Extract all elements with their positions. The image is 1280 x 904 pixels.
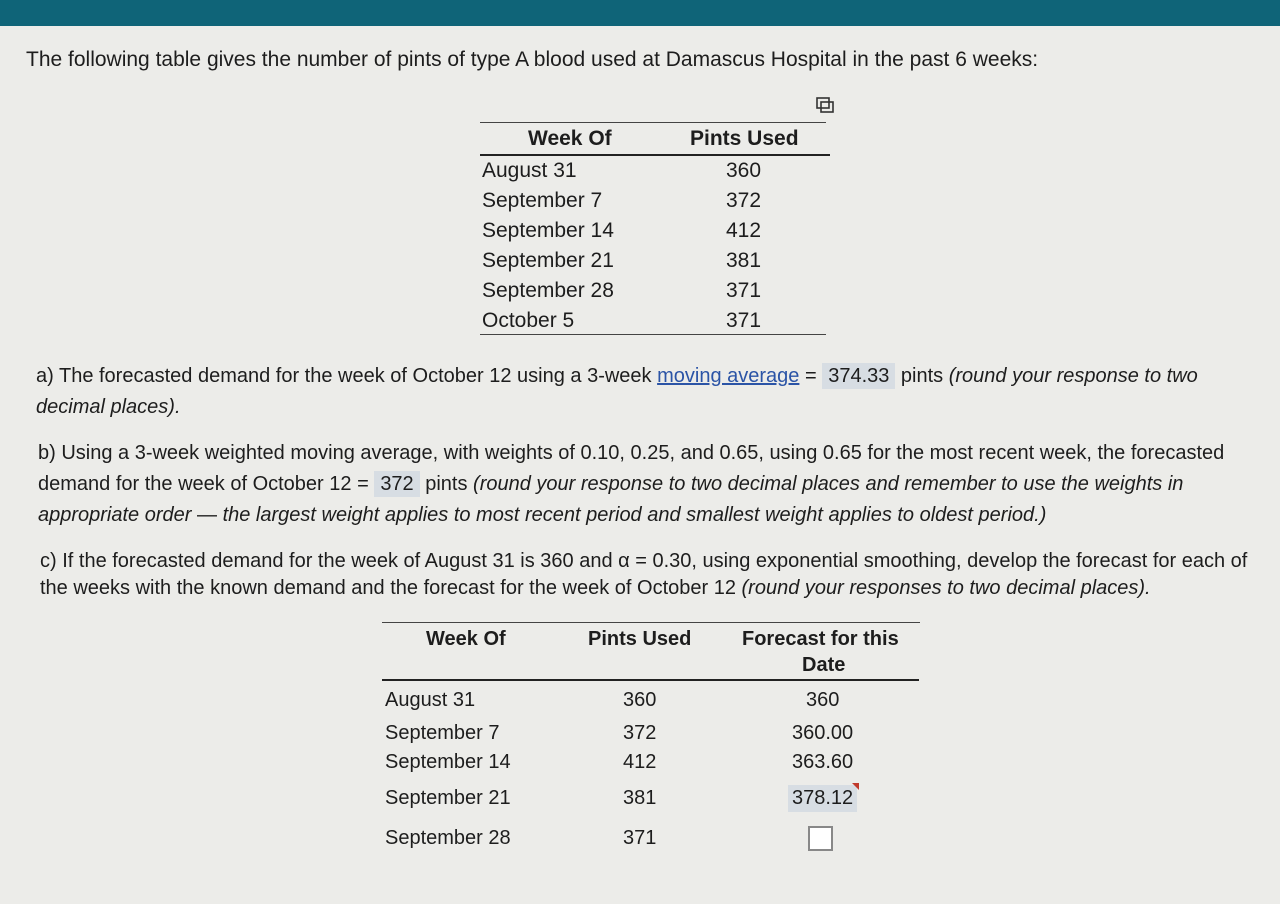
- forecast-cell: 363.60: [792, 751, 854, 773]
- pints-cell: 412: [623, 751, 657, 773]
- table-row: [382, 689, 922, 719]
- forecast-cell: 360: [806, 689, 840, 711]
- week-cell: September 28: [482, 279, 614, 302]
- part-b-note: appropriate order: [38, 504, 192, 526]
- table-row: [382, 751, 922, 781]
- week-cell: September 28: [385, 827, 511, 849]
- pints-unit: pints: [419, 473, 474, 495]
- part-a-note: (round your response to two: [948, 365, 1198, 387]
- pints-cell: 412: [726, 219, 762, 242]
- pints-cell: 360: [726, 159, 762, 182]
- header-week-of: Week Of: [528, 127, 612, 150]
- header-forecast-date: Date: [802, 654, 846, 676]
- part-b-note: the largest weight applies to most recent period and smallest weight applies to oldest period.): [222, 504, 1047, 526]
- pints-cell: 371: [726, 279, 762, 302]
- table-rule: [382, 622, 920, 623]
- header-pints-used: Pints Used: [588, 628, 692, 650]
- week-cell: September 14: [385, 751, 511, 773]
- part-a: [36, 361, 1256, 423]
- week-cell: October 5: [482, 309, 575, 332]
- part-c-text: the weeks with the known demand and the forecast for the week of October 12: [40, 577, 742, 599]
- pints-cell: 381: [726, 249, 762, 272]
- part-b-text: demand for the week of October 12 =: [38, 473, 375, 495]
- table-row: [382, 787, 922, 817]
- table-row: [480, 219, 830, 249]
- em-dash: —: [191, 504, 223, 526]
- table-row: [480, 279, 830, 309]
- forecast-cell: 360.00: [792, 722, 854, 744]
- pints-cell: 381: [623, 787, 657, 809]
- table-row: [480, 249, 830, 279]
- part-b-text: b) Using a 3-week weighted moving average, with weights of 0.10, 0.25, and 0.65, using 0.65 for the most recent week, the forecasted: [38, 442, 1225, 464]
- part-b-answer-field[interactable]: 372: [374, 471, 419, 497]
- part-c-text: c) If the forecasted demand for the week of August 31 is 360 and α = 0.30, using exponential smoothing, develop the forecast for each of: [40, 550, 1248, 572]
- pints-cell: 371: [726, 309, 762, 332]
- forecast-input-sep28[interactable]: [808, 826, 833, 851]
- table-rule: [480, 154, 830, 156]
- table-row: [480, 159, 830, 189]
- top-bar: [0, 0, 1280, 26]
- week-cell: September 21: [385, 787, 511, 809]
- header-pints-used: Pints Used: [690, 127, 799, 150]
- week-cell: September 7: [385, 722, 500, 744]
- week-cell: September 14: [482, 219, 614, 242]
- header-forecast: Forecast for this: [742, 628, 899, 650]
- pints-cell: 371: [623, 827, 657, 849]
- table-header: [480, 127, 830, 155]
- forecast-value: 378.12: [792, 787, 854, 809]
- part-a-answer-field[interactable]: 374.33: [822, 363, 895, 389]
- part-b: [38, 438, 1268, 531]
- table-rule: [480, 122, 826, 123]
- header-week-of: Week Of: [426, 628, 506, 650]
- part-a-note: decimal places).: [36, 396, 181, 418]
- part-c-note: (round your responses to two decimal places).: [741, 577, 1151, 599]
- pints-unit: pints: [895, 365, 949, 387]
- pints-cell: 360: [623, 689, 657, 711]
- table-row: [382, 722, 922, 752]
- table-row: [382, 827, 922, 857]
- pints-cell: 372: [726, 189, 762, 212]
- table-rule: [480, 334, 826, 335]
- moving-average-link[interactable]: moving average: [657, 365, 800, 387]
- intro-text: The following table gives the number of pints of type A blood used at Damascus Hospital in the past 6 weeks:: [26, 48, 1039, 71]
- week-cell: August 31: [482, 159, 577, 182]
- part-a-text: a) The forecasted demand for the week of October 12 using a 3-week: [36, 365, 658, 387]
- table-rule: [382, 679, 919, 681]
- table-row: [480, 189, 830, 219]
- copy-table-icon[interactable]: [814, 96, 836, 114]
- pints-cell: 372: [623, 722, 657, 744]
- equals-sign: =: [799, 365, 823, 387]
- part-b-note: (round your response to two decimal places and remember to use the weights in: [473, 473, 1184, 495]
- week-cell: September 21: [482, 249, 614, 272]
- forecast-input-sep21[interactable]: [788, 785, 857, 812]
- week-cell: September 7: [482, 189, 603, 212]
- part-c: [40, 548, 1275, 602]
- incorrect-flag-icon: [852, 783, 859, 790]
- week-cell: August 31: [385, 689, 476, 711]
